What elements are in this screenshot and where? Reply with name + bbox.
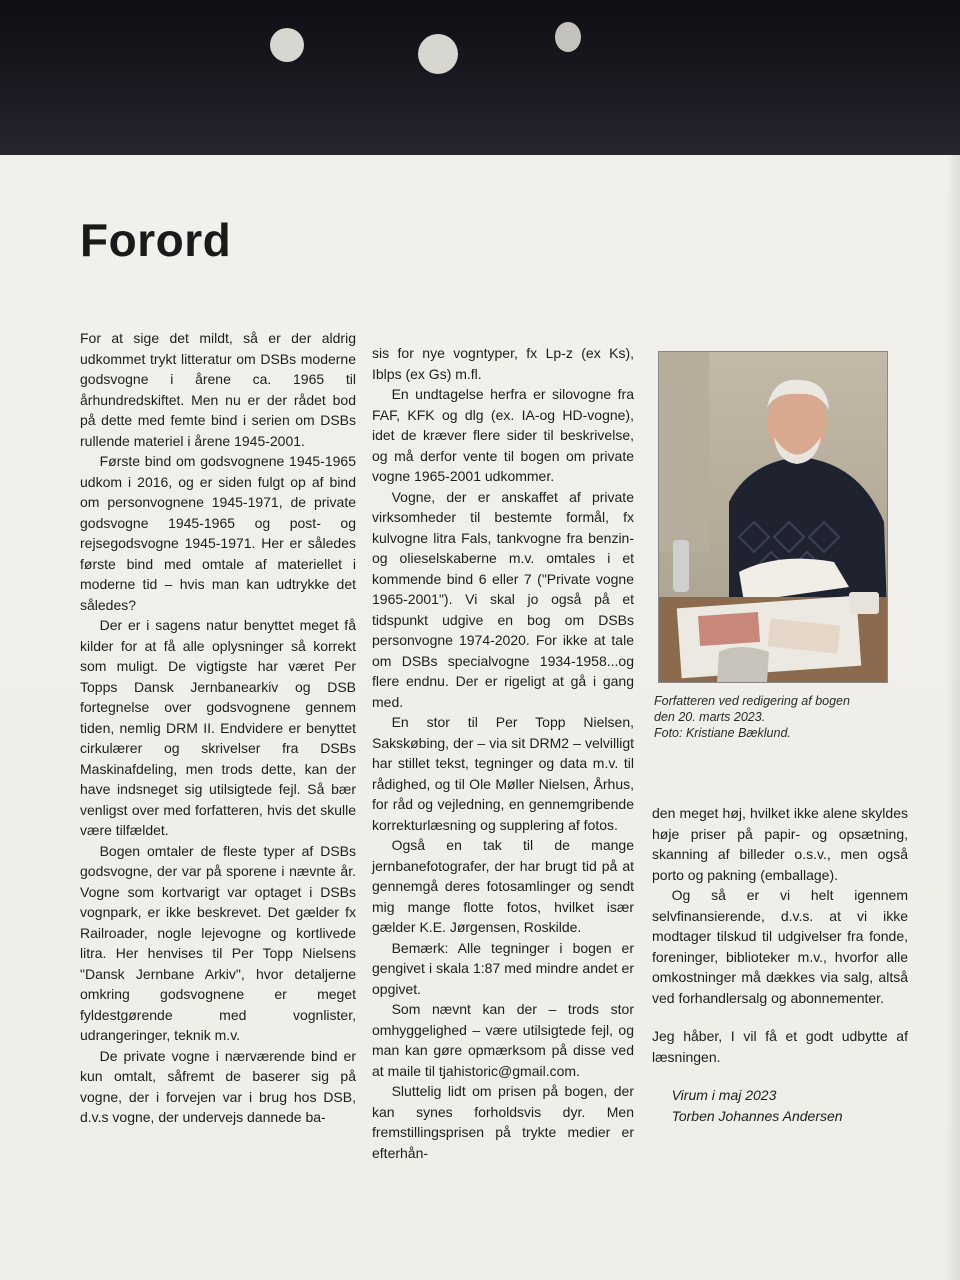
paragraph: Der er i sagens natur benyttet meget få kilder for at få alle oplysninger så korrekt som muligt. De vigtigste har været Per Topps Dansk Jernbanearkiv og DSB fortegnelse over godsvognene gennem tiden, nemlig DRM II. Endvidere er benyttet cirkulærer og skrivelser fra DSBs Maskinafdeling, men trods dette, kan der have indsneget sig utilsigtede fejl. Så bær venligst over med forfatteren, hvis det skulle være tilfældet. xyxy=(80,617,356,838)
paragraph: For at sige det mildt, så er der aldrig udkommet trykt litteratur om DSBs moderne godsvogne i årene ca. 1965 til århundredskiftet. Men nu er der rådet bod på dette med femte bind i serien om DSBs rullende materiel i årene 1945-2001. xyxy=(80,330,356,449)
paragraph: Sluttelig lidt om prisen på bogen, der kan synes forholdsvis dyr. Men fremstillingsprisen på trykte medier er efterhån- xyxy=(372,1083,634,1161)
paragraph: En stor til Per Topp Nielsen, Sakskøbing, der – via sit DRM2 – velvilligt har stillet tekst, tegninger og data m.v. til rådighed, og til Ole Møller Nielsen, Århus, for råd og vejledning, en gennemgribende korrekturlæsning og supplering af fotos. xyxy=(372,714,634,833)
photo-caption xyxy=(654,693,894,741)
decorative-dot xyxy=(418,34,458,74)
caption-line: Foto: Kristiane Bæklund. xyxy=(654,726,791,740)
paragraph: Også en tak til de mange jernbanefotografer, der har brugt tid på at gennemgå deres fotosamlinger og sendt mig mange flotte fotos, hvilket især gælder K.E. Jørgensen, Roskilde. xyxy=(372,837,634,935)
paragraph: De private vogne i nærværende bind er kun omtalt, såfremt de baserer sig på vogne, der i forvejen var i brug hos DSB, d.v.s vogne, der undervejs dannede ba- xyxy=(80,1047,356,1125)
paragraph: Vogne, der er anskaffet af private virksomheder til bestemte formål, fx kulvogne litra Fals, tankvogne fra benzin- og olieselskaberne m.v. omtales i et kommende bind 6 eller 7 ("Private vogne 1965-2001"). Vi skal jo også på et tidspunkt udgive en bog om DSBs personvogne 1974-2020. For ikke at tale om DSBs specialvogne 1934-1958...og flere endnu. Der er rigeligt at gå i gang med. xyxy=(372,488,634,710)
paragraph: sis for nye vogntyper, fx Lp-z (ex Ks), Iblps (ex Gs) m.fl. xyxy=(372,345,634,382)
author-photo xyxy=(658,351,888,683)
text-column-1 xyxy=(80,328,356,1128)
closing-paragraph: Jeg håber, I vil få et godt udbytte af læsningen. xyxy=(652,1028,908,1065)
paragraph: Bemærk: Alle tegninger i bogen er gengivet i skala 1:87 med mindre andet er opgivet. xyxy=(372,939,634,997)
text-column-3 xyxy=(652,803,908,1126)
decorative-dot xyxy=(555,22,581,52)
caption-line: den 20. marts 2023. xyxy=(654,710,766,724)
paragraph: En undtagelse herfra er silovogne fra FAF, KFK og dlg (ex. IA-og HD-vogne), idet de kræver flere sider til beskrivelse, og må derfor vente til bogen om private vogne 1965-2001 udkommer. xyxy=(372,386,634,484)
background-backdrop xyxy=(0,0,960,170)
signoff-place-date: Virum i maj 2023 xyxy=(671,1087,777,1103)
decorative-dot xyxy=(270,28,304,62)
page-heading: Forord xyxy=(80,214,232,266)
paragraph: Som nævnt kan der – trods stor omhyggelighed – være utilsigtede fejl, og man kan gøre opmærksom på disse ved at maile til tjahistoric@gmail.com. xyxy=(372,1001,634,1079)
paragraph: den meget høj, hvilket ikke alene skyldes høje priser på papir- og opsætning, skanning af billeder o.s.v., men også porto og pakning (emballage). xyxy=(652,805,908,883)
text-column-2 xyxy=(372,343,634,1163)
page-edge-shadow xyxy=(946,155,960,1280)
paragraph: Og så er vi helt igennem selvfinansierende, d.v.s. at vi ikke modtager tilskud til udgivelser fra fonde, foreninger, biblioteker m.v., hvorfor alle omkostninger må dækkes via salg, altså ved forhandlersalg og abonnementer. xyxy=(652,887,908,1006)
caption-line: Forfatteren ved redigering af bogen xyxy=(654,694,850,708)
signoff-author: Torben Johannes Andersen xyxy=(671,1107,843,1124)
paragraph: Første bind om godsvognene 1945-1965 udkom i 2016, og er siden fulgt op af bind om personvognene 1945-1971, de private godsvogne 1945-1965 og post- og rejsegodsvogne 1945-1971. Her er således første bind med omtale af materiellet i moderne tid – hvis man kan udtrykke det således? xyxy=(80,453,356,613)
paragraph: Bogen omtaler de fleste typer af DSBs godsvogne, der var på sporene i nævnte år. Vogne som kortvarigt var optaget i DSBs vognpark, er ikke beskrevet. Det gælder fx Railroader, nogle lejevogne og kortlivede litra. Her henvises til Per Topp Nielsens "Dansk Jernbane Arkiv", hvor detaljerne omkring godsvognene er meget fyldestgørende med vognlister, udrangeringer, teknik m.v. xyxy=(80,842,356,1043)
book-page xyxy=(0,155,960,1280)
